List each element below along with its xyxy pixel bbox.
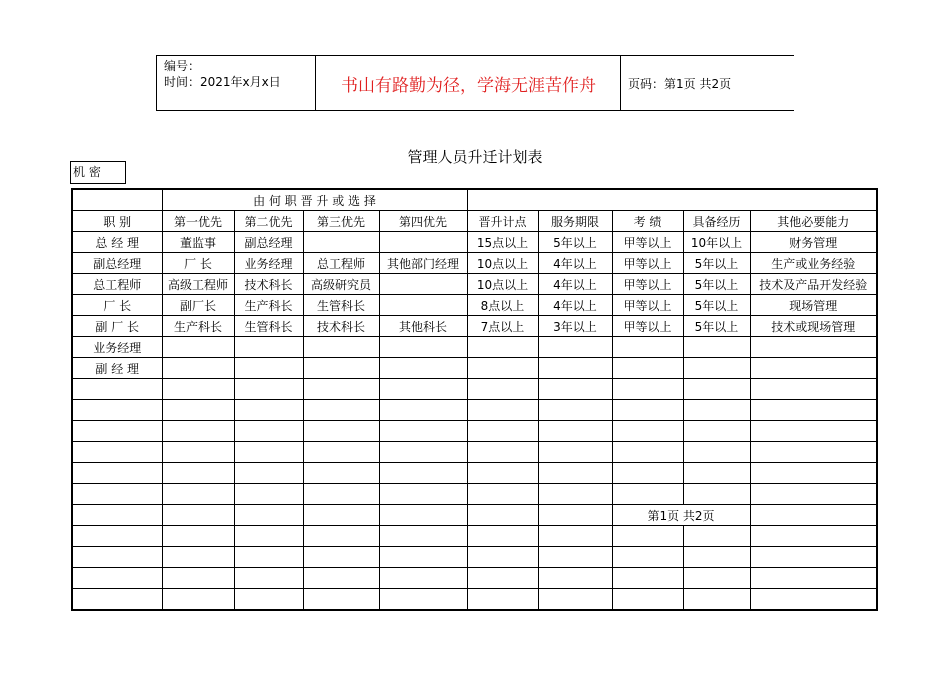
table-cell: [538, 442, 612, 463]
table-cell: [379, 295, 467, 316]
table-cell: [379, 400, 467, 421]
table-cell: [379, 547, 467, 568]
table-cell: [303, 379, 379, 400]
promotion-plan-table: [71, 188, 878, 611]
table-cell: [379, 337, 467, 358]
table-footnote: 第1页 共2页: [612, 505, 750, 526]
empty-cell: [72, 189, 162, 211]
table-cell: [72, 400, 162, 421]
table-row: [72, 400, 877, 421]
document-number-label: 编号：: [164, 59, 201, 73]
table-cell: 4年以上: [538, 274, 612, 295]
table-cell: [750, 526, 877, 547]
table-cell: [612, 484, 683, 505]
table-cell: 7点以上: [467, 316, 538, 337]
table-cell: [303, 421, 379, 442]
table-cell: [303, 568, 379, 589]
table-row: [72, 568, 877, 589]
table-cell: [612, 547, 683, 568]
table-cell: [683, 358, 750, 379]
table-cell: [467, 484, 538, 505]
table-cell: 业务经理: [234, 253, 303, 274]
table-row: [72, 274, 877, 295]
table-cell: [750, 358, 877, 379]
table-row: [72, 421, 877, 442]
table-group-header-row: [72, 189, 877, 211]
table-cell: [379, 463, 467, 484]
table-cell: [303, 505, 379, 526]
table-cell: 15点以上: [467, 232, 538, 253]
table-cell: [683, 463, 750, 484]
table-cell: [538, 337, 612, 358]
table-cell: [162, 463, 234, 484]
table-cell: [379, 379, 467, 400]
column-header: 考 绩: [612, 211, 683, 232]
table-cell: 10点以上: [467, 253, 538, 274]
position-cell: 总 经 理: [72, 232, 162, 253]
table-cell: [379, 589, 467, 611]
column-header: 第二优先: [234, 211, 303, 232]
table-cell: 生管科长: [234, 316, 303, 337]
table-cell: 甲等以上: [612, 295, 683, 316]
table-cell: [467, 568, 538, 589]
table-row: [72, 316, 877, 337]
table-cell: [467, 547, 538, 568]
table-cell: [750, 568, 877, 589]
table-cell: 10点以上: [467, 274, 538, 295]
table-cell: [683, 337, 750, 358]
table-cell: 副总经理: [234, 232, 303, 253]
empty-cell: [467, 189, 877, 211]
table-row: [72, 232, 877, 253]
table-cell: [683, 484, 750, 505]
table-row: [72, 484, 877, 505]
table-row: [72, 379, 877, 400]
table-cell: [303, 232, 379, 253]
table-cell: [750, 421, 877, 442]
column-header: 服务期限: [538, 211, 612, 232]
table-cell: [72, 526, 162, 547]
table-cell: [612, 568, 683, 589]
table-cell: 董监事: [162, 232, 234, 253]
table-cell: [750, 379, 877, 400]
table-cell: [683, 568, 750, 589]
table-cell: [612, 526, 683, 547]
table-cell: [72, 421, 162, 442]
table-cell: 技术科长: [234, 274, 303, 295]
column-header: 晋升计点: [467, 211, 538, 232]
table-cell: [162, 400, 234, 421]
table-cell: [162, 379, 234, 400]
table-cell: [379, 505, 467, 526]
table-cell: [379, 484, 467, 505]
table-cell: [538, 505, 612, 526]
table-cell: 技术科长: [303, 316, 379, 337]
table-cell: [612, 421, 683, 442]
table-cell: [612, 589, 683, 611]
table-cell: 甲等以上: [612, 253, 683, 274]
page-indicator: 页码：第1页 共2页: [620, 56, 794, 110]
table-cell: 技术或现场管理: [750, 316, 877, 337]
column-header: 职 别: [72, 211, 162, 232]
table-cell: [750, 463, 877, 484]
table-cell: [234, 400, 303, 421]
table-cell: [72, 442, 162, 463]
table-cell: [467, 400, 538, 421]
column-header: 第三优先: [303, 211, 379, 232]
column-header: 具备经历: [683, 211, 750, 232]
table-cell: [683, 400, 750, 421]
table-cell: [750, 547, 877, 568]
table-cell: [162, 484, 234, 505]
table-row: [72, 589, 877, 611]
table-cell: [538, 421, 612, 442]
table-cell: [750, 505, 877, 526]
table-cell: [612, 400, 683, 421]
table-cell: [72, 589, 162, 611]
header-motto: 书山有路勤为径，学海无涯苦作舟: [341, 75, 596, 96]
table-cell: 现场管理: [750, 295, 877, 316]
table-cell: [303, 526, 379, 547]
table-cell: [467, 526, 538, 547]
table-cell: [379, 442, 467, 463]
document-time-label: 时间：2021年x月x日: [164, 75, 281, 89]
table-cell: [234, 526, 303, 547]
table-cell: [72, 484, 162, 505]
position-cell: 副 经 理: [72, 358, 162, 379]
table-cell: [612, 379, 683, 400]
table-cell: 副厂长: [162, 295, 234, 316]
table-cell: [162, 421, 234, 442]
table-cell: [162, 442, 234, 463]
column-header: 第四优先: [379, 211, 467, 232]
table-cell: [538, 358, 612, 379]
table-row: [72, 253, 877, 274]
table-cell: [234, 547, 303, 568]
table-cell: [538, 568, 612, 589]
table-cell: [72, 379, 162, 400]
table-cell: [234, 421, 303, 442]
table-cell: [303, 400, 379, 421]
table-cell: [750, 337, 877, 358]
table-cell: [72, 568, 162, 589]
table-cell: 高级研究员: [303, 274, 379, 295]
table-cell: [612, 337, 683, 358]
table-cell: [379, 232, 467, 253]
table-cell: [162, 358, 234, 379]
table-cell: 4年以上: [538, 253, 612, 274]
table-cell: [683, 379, 750, 400]
table-cell: [538, 463, 612, 484]
table-cell: [538, 484, 612, 505]
table-cell: [467, 505, 538, 526]
table-cell: [538, 589, 612, 611]
column-header: 第一优先: [162, 211, 234, 232]
table-cell: [234, 505, 303, 526]
table-cell: [612, 358, 683, 379]
table-cell: 生产科长: [234, 295, 303, 316]
table-cell: [234, 358, 303, 379]
table-cell: [612, 463, 683, 484]
table-cell: [750, 484, 877, 505]
position-cell: 厂 长: [72, 295, 162, 316]
table-cell: 生管科长: [303, 295, 379, 316]
table-cell: 生产或业务经验: [750, 253, 877, 274]
table-cell: [538, 547, 612, 568]
table-cell: [750, 442, 877, 463]
table-cell: [234, 589, 303, 611]
table-cell: [379, 568, 467, 589]
table-cell: [379, 421, 467, 442]
table-cell: 高级工程师: [162, 274, 234, 295]
table-cell: [162, 526, 234, 547]
table-cell: [72, 547, 162, 568]
table-cell: [538, 379, 612, 400]
table-cell: [467, 463, 538, 484]
table-cell: [162, 505, 234, 526]
table-cell: [162, 568, 234, 589]
table-cell: [683, 589, 750, 611]
table-cell: 5年以上: [538, 232, 612, 253]
table-cell: [303, 463, 379, 484]
table-cell: [162, 547, 234, 568]
table-cell: [303, 442, 379, 463]
table-cell: 5年以上: [683, 316, 750, 337]
table-row: [72, 463, 877, 484]
column-header: 其他必要能力: [750, 211, 877, 232]
table-cell: [303, 358, 379, 379]
table-cell: [303, 547, 379, 568]
table-cell: [303, 337, 379, 358]
table-cell: 其他部门经理: [379, 253, 467, 274]
table-cell: [234, 337, 303, 358]
table-cell: [683, 442, 750, 463]
table-cell: 8点以上: [467, 295, 538, 316]
table-cell: 厂 长: [162, 253, 234, 274]
table-cell: 甲等以上: [612, 232, 683, 253]
table-cell: [234, 442, 303, 463]
table-cell: [467, 358, 538, 379]
document-header: [156, 55, 794, 111]
position-cell: 业务经理: [72, 337, 162, 358]
table-row: [72, 358, 877, 379]
table-cell: [234, 568, 303, 589]
table-cell: [467, 589, 538, 611]
table-cell: [467, 379, 538, 400]
table-row: [72, 337, 877, 358]
table-cell: 3年以上: [538, 316, 612, 337]
table-cell: [379, 526, 467, 547]
table-cell: [750, 400, 877, 421]
table-row: [72, 505, 877, 526]
table-cell: [683, 421, 750, 442]
table-cell: 技术及产品开发经验: [750, 274, 877, 295]
table-cell: [234, 463, 303, 484]
table-cell: [750, 589, 877, 611]
position-cell: 总工程师: [72, 274, 162, 295]
table-cell: [538, 400, 612, 421]
header-meta: [156, 56, 316, 110]
table-cell: [234, 484, 303, 505]
table-cell: [379, 274, 467, 295]
table-cell: [234, 379, 303, 400]
table-cell: [379, 358, 467, 379]
table-row: [72, 295, 877, 316]
table-cell: [162, 589, 234, 611]
table-cell: [467, 421, 538, 442]
table-cell: [683, 547, 750, 568]
table-cell: 5年以上: [683, 295, 750, 316]
table-cell: [72, 463, 162, 484]
table-cell: 生产科长: [162, 316, 234, 337]
table-row: [72, 547, 877, 568]
table-cell: [683, 526, 750, 547]
confidential-label: 机 密: [70, 161, 126, 184]
table-cell: 4年以上: [538, 295, 612, 316]
page-title: 管理人员升迁计划表: [407, 148, 543, 166]
position-cell: 副 厂 长: [72, 316, 162, 337]
table-header-row: [72, 211, 877, 232]
position-cell: 副总经理: [72, 253, 162, 274]
group-header-cell: 由 何 职 晋 升 或 选 择: [162, 189, 467, 211]
table-cell: 财务管理: [750, 232, 877, 253]
table-cell: [467, 442, 538, 463]
table-cell: [72, 505, 162, 526]
table-cell: 5年以上: [683, 274, 750, 295]
table-cell: 甲等以上: [612, 316, 683, 337]
table-row: [72, 526, 877, 547]
table-cell: 甲等以上: [612, 274, 683, 295]
table-cell: [303, 589, 379, 611]
table-cell: [303, 484, 379, 505]
table-cell: [612, 442, 683, 463]
table-cell: 10年以上: [683, 232, 750, 253]
table-cell: 其他科长: [379, 316, 467, 337]
table-cell: [467, 337, 538, 358]
table-row: [72, 442, 877, 463]
table-cell: 5年以上: [683, 253, 750, 274]
table-cell: 总工程师: [303, 253, 379, 274]
table-cell: [162, 337, 234, 358]
table-cell: [538, 526, 612, 547]
